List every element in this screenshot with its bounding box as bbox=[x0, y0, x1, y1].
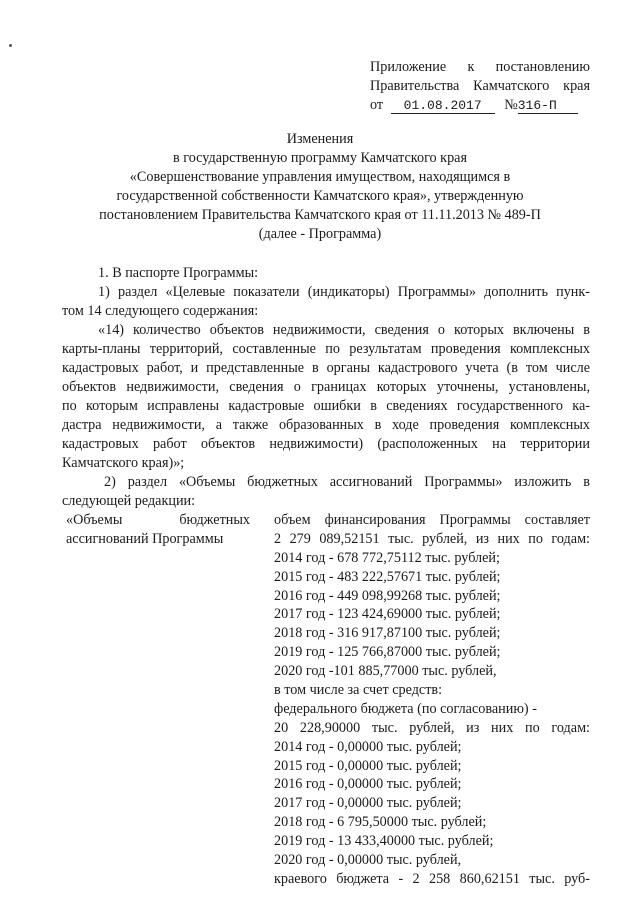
paragraph-line: карты-планы территорий, составленные по результатам проведения комплексных bbox=[62, 341, 590, 357]
appendix-header bbox=[370, 58, 590, 115]
value-line: федерального бюджета (по согласованию) - bbox=[274, 700, 537, 717]
paragraph-line: 2) раздел «Объемы бюджетных ассигнований Программы» изложить в bbox=[104, 474, 590, 490]
paragraph-line: Камчатского края)»; bbox=[62, 455, 185, 471]
appendix-line-3 bbox=[370, 96, 590, 115]
value-line: 2014 год - 0,00000 тыс. рублей; bbox=[274, 738, 462, 755]
title-line: в государственную программу Камчатского края bbox=[173, 150, 467, 166]
paragraph-line: объектов недвижимости, сведения о границах которых уточнены, установлены, bbox=[62, 379, 590, 395]
decree-number: 316-П bbox=[518, 98, 578, 114]
value-line: 2020 год - 0,00000 тыс. рублей, bbox=[274, 852, 462, 869]
value-line: в том числе за счет средств: bbox=[274, 682, 443, 699]
value-line: 2018 год - 6 795,50000 тыс. рублей; bbox=[274, 814, 487, 831]
appendix-word: Камчатского bbox=[473, 78, 550, 94]
paragraph-line: кадастровых работ объектов недвижимости) (расположенных на территории bbox=[62, 436, 590, 452]
value-line: 2017 год - 123 424,69000 тыс. рублей; bbox=[274, 606, 501, 623]
appendix-word: Правительства bbox=[370, 78, 460, 94]
appendix-line-1 bbox=[370, 58, 590, 77]
paragraph-line: кадастровых работ, и представленные в органы кадастрового учета (в том числе bbox=[62, 360, 590, 376]
appendix-word: к bbox=[467, 59, 475, 75]
budget-table-value-cell bbox=[274, 511, 590, 889]
appendix-word: Приложение bbox=[370, 59, 447, 75]
value-line: объем финансирования Программы составляет bbox=[274, 512, 590, 528]
appendix-line-2 bbox=[370, 77, 590, 96]
document-body bbox=[62, 264, 590, 511]
value-line: 2020 год -101 885,77000 тыс. рублей, bbox=[274, 663, 497, 680]
title-line: (далее - Программа) bbox=[258, 226, 382, 242]
appendix-word: постановлению bbox=[495, 59, 590, 75]
paragraph-line: «14) количество объектов недвижимости, сведения о которых включены в bbox=[98, 322, 590, 338]
value-line: 2017 год - 0,00000 тыс. рублей; bbox=[274, 795, 462, 812]
title-line: Изменения bbox=[286, 131, 354, 147]
value-line: 2016 год - 449 098,99268 тыс. рублей; bbox=[274, 587, 501, 604]
value-line: 2019 год - 13 433,40000 тыс. рублей; bbox=[274, 833, 494, 850]
value-line: 2019 год - 125 766,87000 тыс. рублей; bbox=[274, 644, 501, 661]
value-line: 2016 год - 0,00000 тыс. рублей; bbox=[274, 776, 462, 793]
label-line: ассигнований Программы bbox=[66, 531, 224, 547]
paragraph-line: дастра недвижимости, а также образованных в ходе проведения комплексных bbox=[62, 417, 590, 433]
from-label: от bbox=[370, 97, 384, 113]
value-line: 2 279 089,52151 тыс. рублей, из них по годам: bbox=[274, 530, 590, 547]
paragraph-line: том 14 следующего содержания: bbox=[62, 303, 259, 319]
number-label: № bbox=[504, 97, 518, 113]
paragraph-line: 1) раздел «Целевые показатели (индикаторы) Программы» дополнить пунк- bbox=[98, 284, 590, 300]
label-line bbox=[66, 511, 250, 530]
value-line: краевого бюджета - 2 258 860,62151 тыс. руб- bbox=[274, 870, 590, 887]
label-word: «Объемы bbox=[66, 512, 123, 528]
label-word: бюджетных bbox=[179, 512, 250, 528]
value-line: 2015 год - 483 222,57671 тыс. рублей; bbox=[274, 568, 501, 585]
paragraph-line: следующей редакции: bbox=[62, 493, 196, 509]
appendix-word: края bbox=[563, 78, 590, 94]
section-heading: 1. В паспорте Программы: bbox=[98, 265, 259, 281]
title-line: постановлением Правительства Камчатского края от 11.11.2013 № 489-П bbox=[99, 207, 541, 223]
document-title bbox=[70, 130, 570, 244]
value-line: 2014 год - 678 772,75112 тыс. рублей; bbox=[274, 549, 500, 566]
scan-artifact bbox=[9, 44, 12, 47]
title-line: государственной собственности Камчатского края», утвержденную bbox=[116, 188, 524, 204]
decree-date: 01.08.2017 bbox=[391, 98, 495, 114]
value-line: 2015 год - 0,00000 тыс. рублей; bbox=[274, 757, 462, 774]
paragraph-line: по которым исправлены кадастровые ошибки в сведениях государственного ка- bbox=[62, 398, 590, 414]
value-line: 20 228,90000 тыс. рублей, из них по годам: bbox=[274, 719, 590, 736]
title-line: «Совершенствование управления имуществом, находящимся в bbox=[129, 169, 511, 185]
budget-table-label-cell bbox=[66, 511, 250, 549]
value-line: 2018 год - 316 917,87100 тыс. рублей; bbox=[274, 625, 501, 642]
